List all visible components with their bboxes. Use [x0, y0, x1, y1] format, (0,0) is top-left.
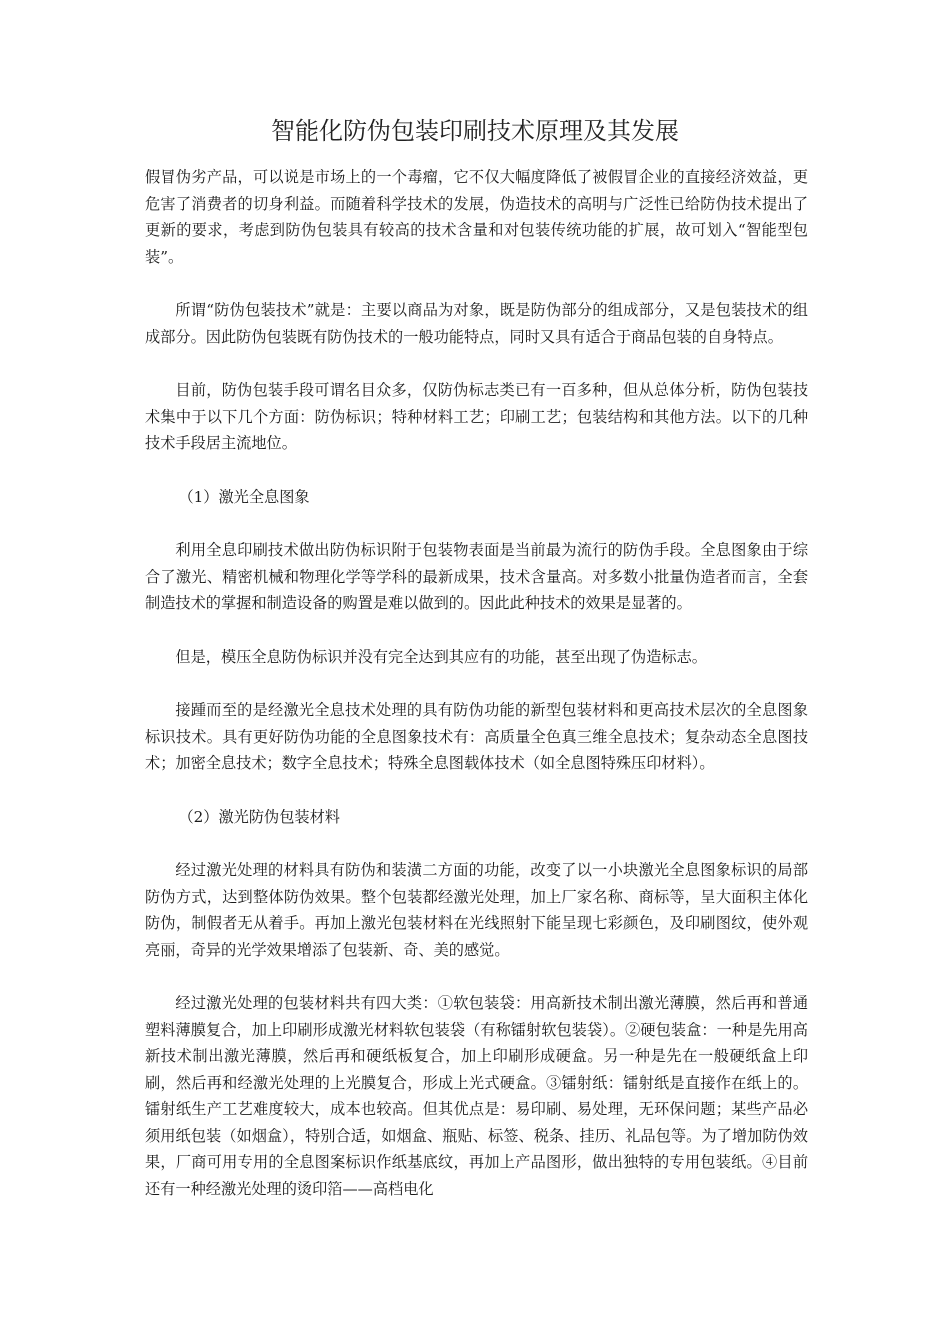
paragraph-laser-material: 经过激光处理的材料具有防伪和装潢二方面的功能，改变了以一小块激光全息图象标识的局部防伪方式，达到整体防伪效果。整个包装都经激光处理，加上厂家名称、商标等，呈大面积主体化防伪，制假者无从着手。再加上激光包装材料在光线照射下能呈现七彩颜色，及印刷图纹，使外观亮丽，奇异的光学效果增添了包装新、奇、美的感觉。	[145, 861, 808, 959]
document-title: 智能化防伪包装印刷技术原理及其发展	[271, 117, 679, 145]
paragraph-hologram: 利用全息印刷技术做出防伪标识附于包装物表面是当前最为流行的防伪手段。全息图象由于综合了激光、精密机械和物理化学等学科的最新成果，技术含量高。对多数小批量伪造者而言，全套制造技术的掌握和制造设备的购置是难以做到的。因此此种技术的效果是显著的。	[145, 541, 808, 612]
paragraph-overview: 目前，防伪包装手段可谓名目众多，仅防伪标志类已有一百多种，但从总体分析，防伪包装技术集中于以下几个方面：防伪标识；特种材料工艺；印刷工艺；包装结构和其他方法。以下的几种技术手段居主流地位。	[145, 381, 808, 452]
paragraph-new-tech: 接踵而至的是经激光全息技术处理的具有防伪功能的新型包装材料和更高技术层次的全息图象标识技术。具有更好防伪功能的全息图象技术有：高质量全色真三维全息技术；复杂动态全息图技术；加密全息技术；数字全息技术；特殊全息图载体技术（如全息图特殊压印材料）。	[145, 701, 808, 772]
section-heading-1: （1）激光全息图象	[178, 487, 310, 506]
paragraph-four-types: 经过激光处理的包装材料共有四大类：①软包装袋：用高新技术制出激光薄膜，然后再和普通塑料薄膜复合，加上印刷形成激光材料软包装袋（有称镭射软包装袋）。②硬包装盒：一种是先用高新技术制出激光薄膜，然后再和硬纸板复合，加上印刷形成硬盒。另一种是先在一般硬纸盒上印刷，然后再和经激光处理的上光膜复合，形成上光式硬盒。③镭射纸：镭射纸是直接作在纸上的。镭射纸生产工艺难度较大，成本也较高。但其优点是：易印刷、易处理，无环保问题；某些产品必须用纸包装（如烟盒），特别合适，如烟盒、瓶贴、标签、税条、挂历、礼品包等。为了增加防伪效果，厂商可用专用的全息图案标识作纸基底纹，再加上产品图形，做出独特的专用包装纸。④目前还有一种经激光处理的烫印箔——高档电化	[145, 994, 808, 1198]
paragraph-intro: 假冒伪劣产品，可以说是市场上的一个毒瘤，它不仅大幅度降低了被假冒企业的直接经济效益，更危害了消费者的切身利益。而随着科学技术的发展，伪造技术的高明与广泛性已给防伪技术提出了更新的要求，考虑到防伪包装具有较高的技术含量和对包装传统功能的扩展，故可划入“智能型包装”。	[145, 168, 808, 266]
document-body	[145, 164, 808, 1229]
paragraph-limitation: 但是，模压全息防伪标识并没有完全达到其应有的功能，甚至出现了伪造标志。	[175, 647, 707, 666]
paragraph-definition: 所谓“防伪包装技术”就是：主要以商品为对象，既是防伪部分的组成部分，又是包装技术的组成部分。因此防伪包装既有防伪技术的一般功能特点，同时又具有适合于商品包装的自身特点。	[145, 301, 808, 346]
section-heading-2: （2）激光防伪包装材料	[178, 807, 340, 826]
